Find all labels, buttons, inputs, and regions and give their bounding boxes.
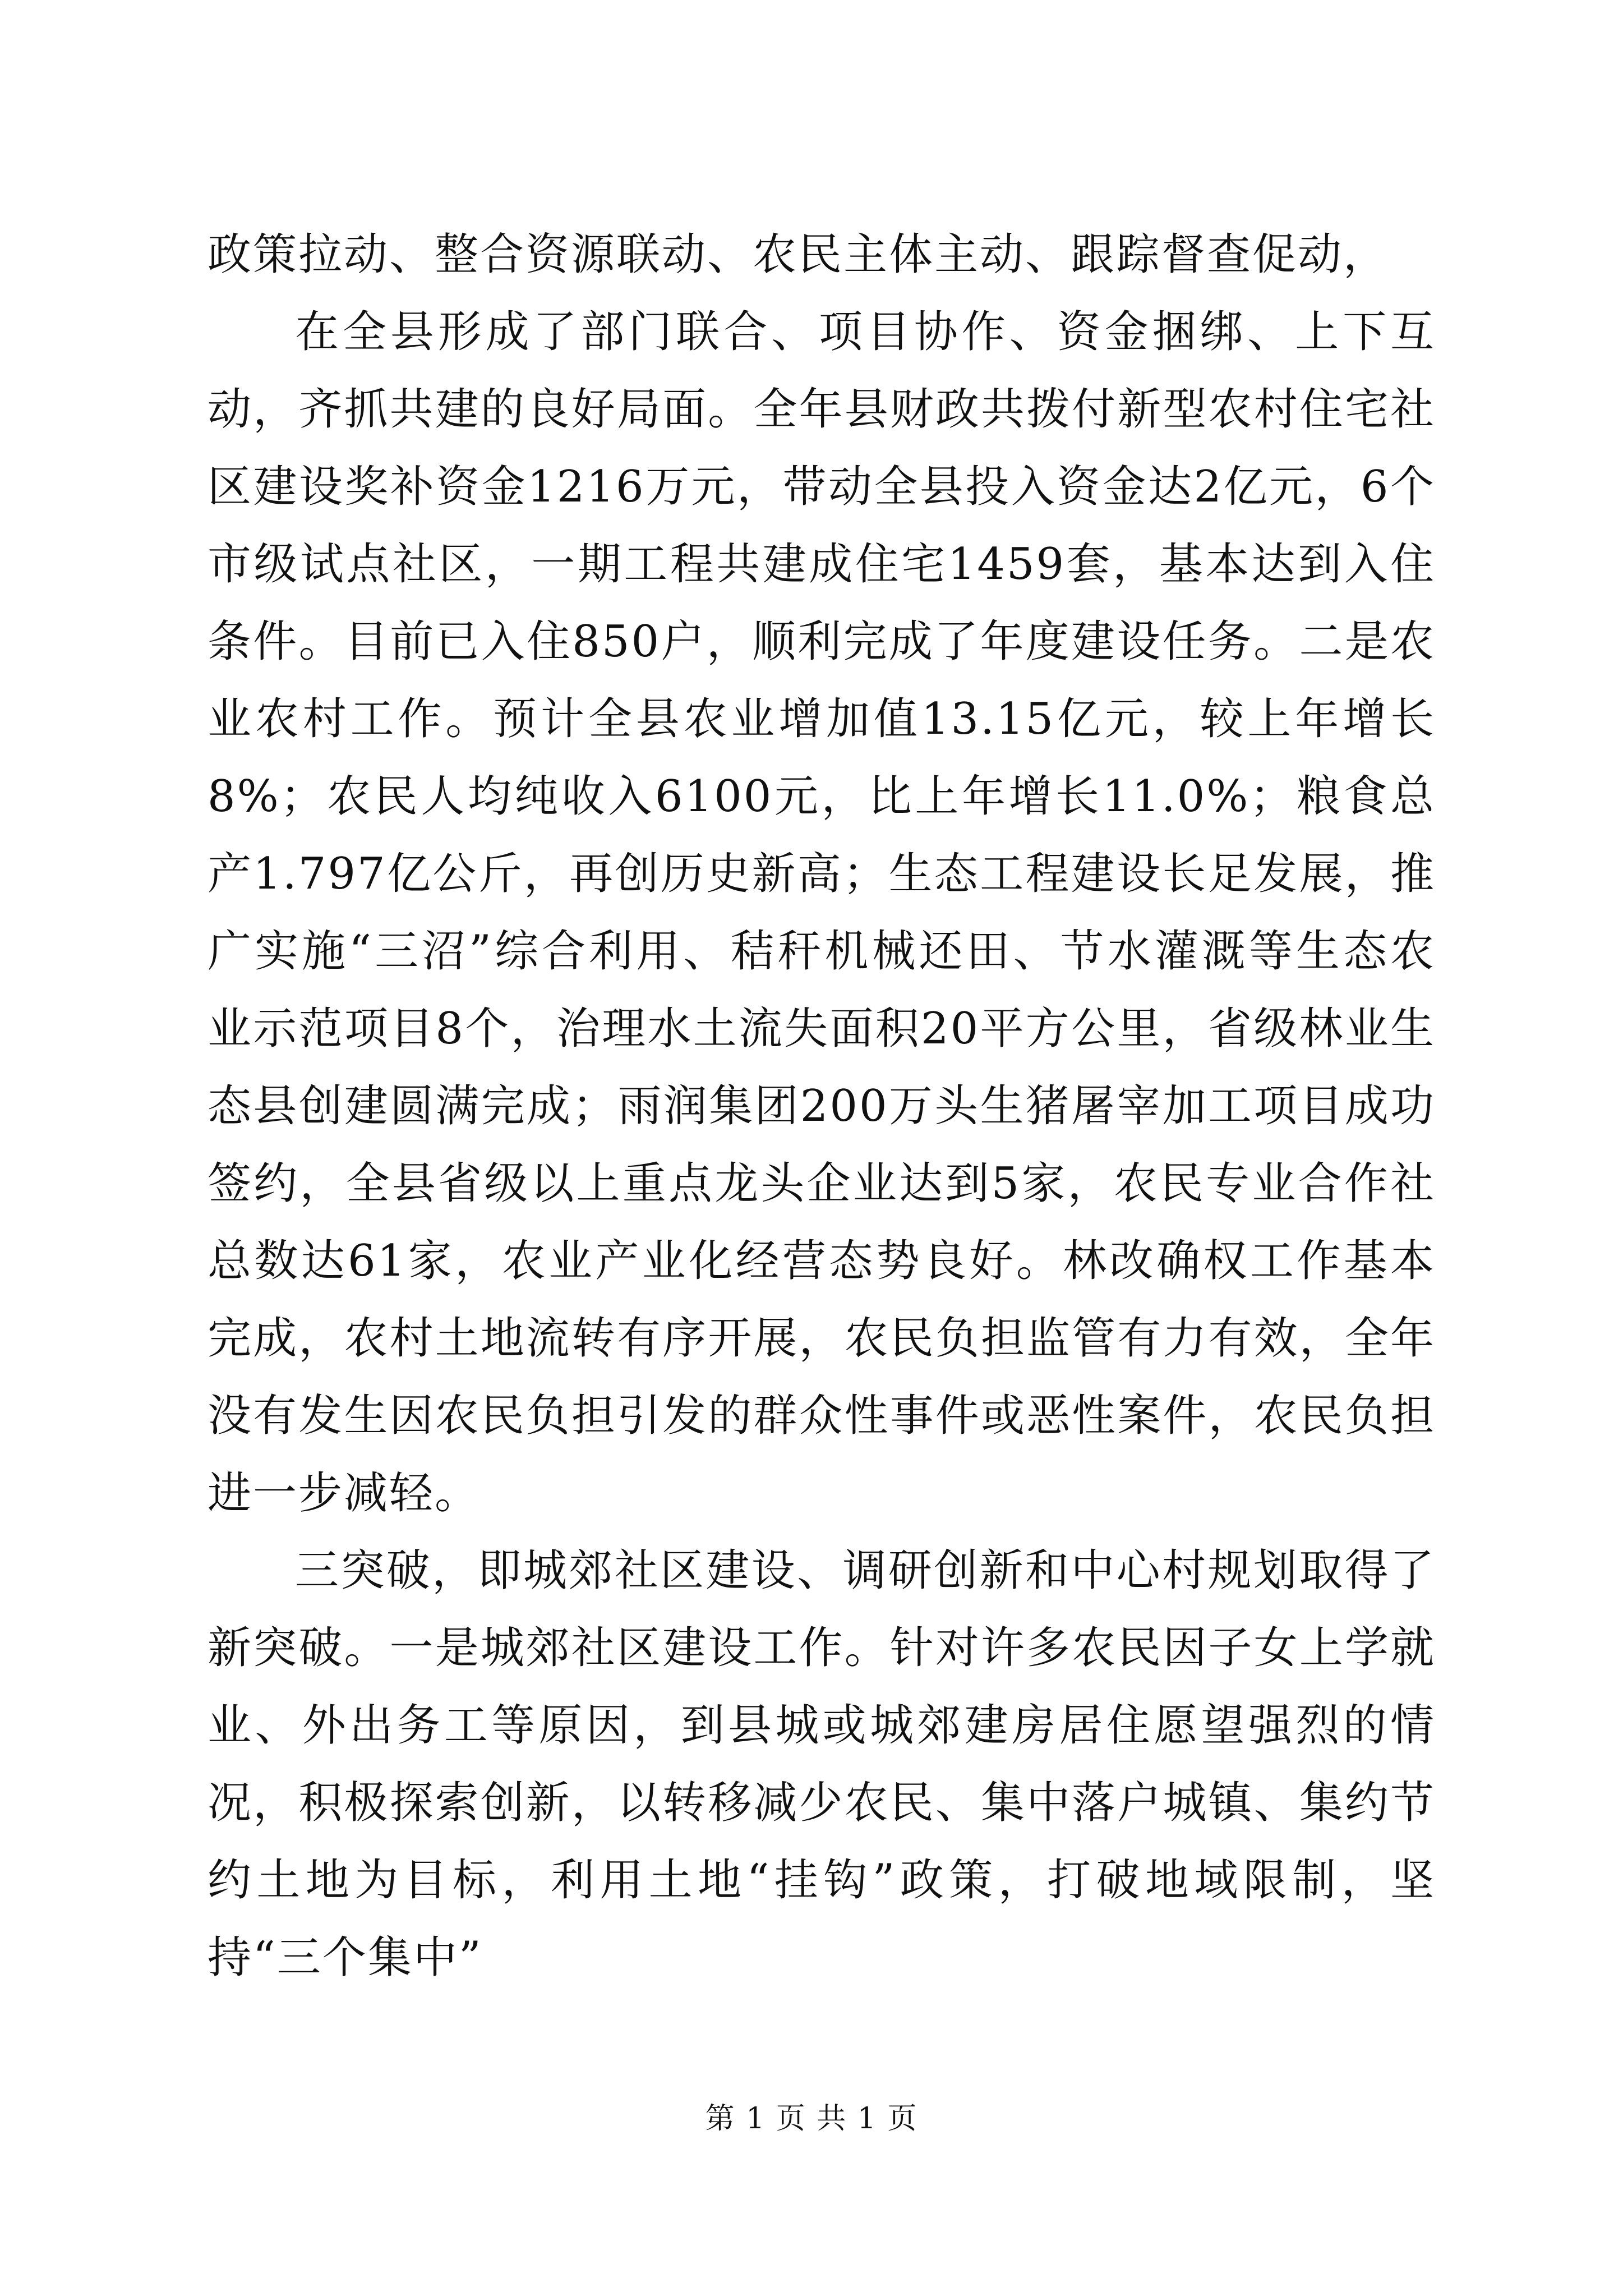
- paragraph-3: 三突破，即城郊社区建设、调研创新和中心村规划取得了新突破。一是城郊社区建设工作。针对许多农民因子女上学就业、外出务工等原因，到县城或城郊建房居住愿望强烈的情况，积极探索创新，以转移减少农民、集中落户城镇、集约节约土地为目标，利用土地“挂钩”政策，打破地域限制，坚持“三个集中”: [208, 1545, 1436, 1983]
- document-body: [208, 216, 1436, 1996]
- page-footer: 第 1 页 共 1 页: [705, 2102, 918, 2136]
- paragraph-1: 政策拉动、整合资源联动、农民主体主动、跟踪督查促动，: [208, 229, 1389, 280]
- paragraph-2: 在全县形成了部门联合、项目协作、资金捆绑、上下互动，齐抓共建的良好局面。全年县财政共拨付新型农村住宅社区建设奖补资金1216万元，带动全县投入资金达2亿元，6个市级试点社区，一期工程共建成住宅1459套，基本达到入住条件。目前已入住850户，顺利完成了年度建设任务。二是农业农村工作。预计全县农业增加值13.15亿元，较上年增长8%；农民人均纯收入6100元，比上年增长11.0%；粮食总产1.797亿公斤，再创历史新高；生态工程建设长足发展，推广实施“三沼”综合利用、秸秆机械还田、节水灌溉等生态农业示范项目8个，治理水土流失面积20平方公里，省级林业生态县创建圆满完成；雨润集团200万头生猪屠宰加工项目成功签约，全县省级以上重点龙头企业达到5家，农民专业合作社总数达61家，农业产业化经营态势良好。林改确权工作基本完成，农村土地流转有序开展，农民负担监管有力有效，全年没有发生因农民负担引发的群众性事件或恶性案件，农民负担进一步减轻。: [208, 307, 1436, 1519]
